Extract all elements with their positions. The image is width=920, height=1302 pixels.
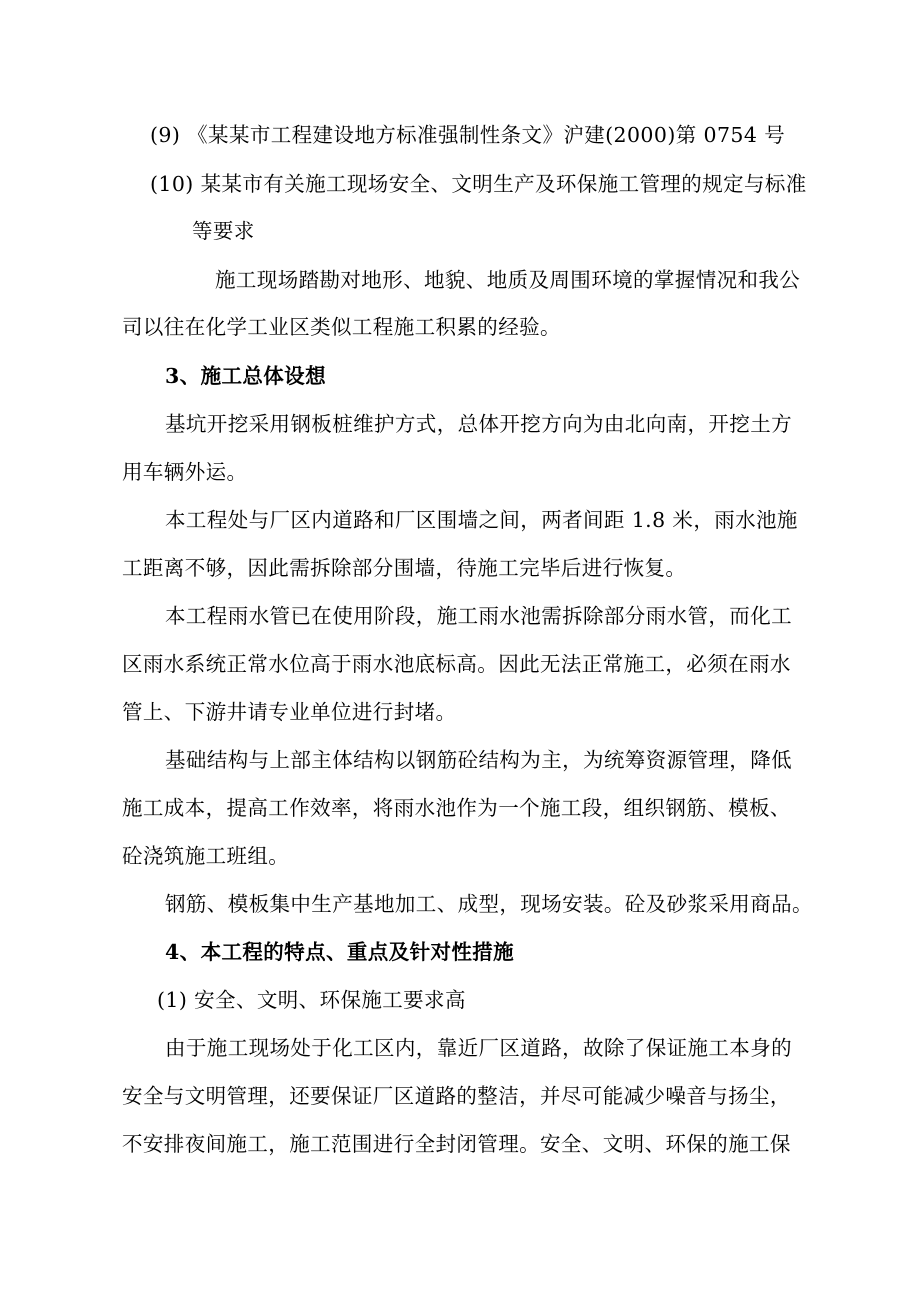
paragraph-line: 基础结构与上部主体结构以钢筋砼结构为主，为统筹资源管理，降低 bbox=[165, 748, 792, 772]
paragraph-line: 本工程处与厂区内道路和厂区围墙之间，两者间距 1.8 米，雨水池施 bbox=[165, 508, 798, 532]
paragraph-line: 工距离不够，因此需拆除部分围墙，待施工完毕后进行恢复。 bbox=[122, 556, 687, 580]
paragraph-line: 管上、下游井请专业单位进行封堵。 bbox=[122, 700, 457, 724]
paragraph-line: 本工程雨水管已在使用阶段，施工雨水池需拆除部分雨水管，而化工 bbox=[165, 604, 792, 628]
paragraph-line: 施工成本，提高工作效率，将雨水池作为一个施工段，组织钢筋、模板、 bbox=[122, 796, 791, 820]
paragraph-line: 用车辆外运。 bbox=[122, 460, 248, 484]
paragraph-line: 不安排夜间施工，施工范围进行全封闭管理。安全、文明、环保的施工保 bbox=[122, 1132, 791, 1156]
paragraph-line: 区雨水系统正常水位高于雨水池底标高。因此无法正常施工，必须在雨水 bbox=[122, 652, 791, 676]
paragraph-line: 安全与文明管理，还要保证厂区道路的整洁，并尽可能减少噪音与扬尘， bbox=[122, 1084, 791, 1108]
reference-item-10-continued: 等要求 bbox=[192, 219, 255, 243]
paragraph-line: 基坑开挖采用钢板桩维护方式，总体开挖方向为由北向南，开挖土方 bbox=[165, 412, 792, 436]
paragraph-line: 司以往在化学工业区类似工程施工积累的经验。 bbox=[122, 315, 561, 339]
subsection-heading-1: (1) 安全、文明、环保施工要求高 bbox=[157, 988, 466, 1012]
paragraph-line: 钢筋、模板集中生产基地加工、成型，现场安装。砼及砂浆采用商品。 bbox=[165, 892, 813, 916]
reference-item-10: (10) 某某市有关施工现场安全、文明生产及环保施工管理的规定与标准 bbox=[150, 172, 807, 196]
section-heading-4: 4、本工程的特点、重点及针对性措施 bbox=[165, 940, 515, 964]
section-heading-3: 3、施工总体设想 bbox=[165, 364, 326, 388]
paragraph-line: 砼浇筑施工班组。 bbox=[122, 844, 290, 868]
reference-item-9: (9) 《某某市工程建设地方标准强制性条文》沪建(2000)第 0754 号 bbox=[150, 123, 786, 147]
paragraph-line: 由于施工现场处于化工区内，靠近厂区道路，故除了保证施工本身的 bbox=[165, 1036, 792, 1060]
paragraph-line: 施工现场踏勘对地形、地貌、地质及周围环境的掌握情况和我公 bbox=[215, 268, 801, 292]
